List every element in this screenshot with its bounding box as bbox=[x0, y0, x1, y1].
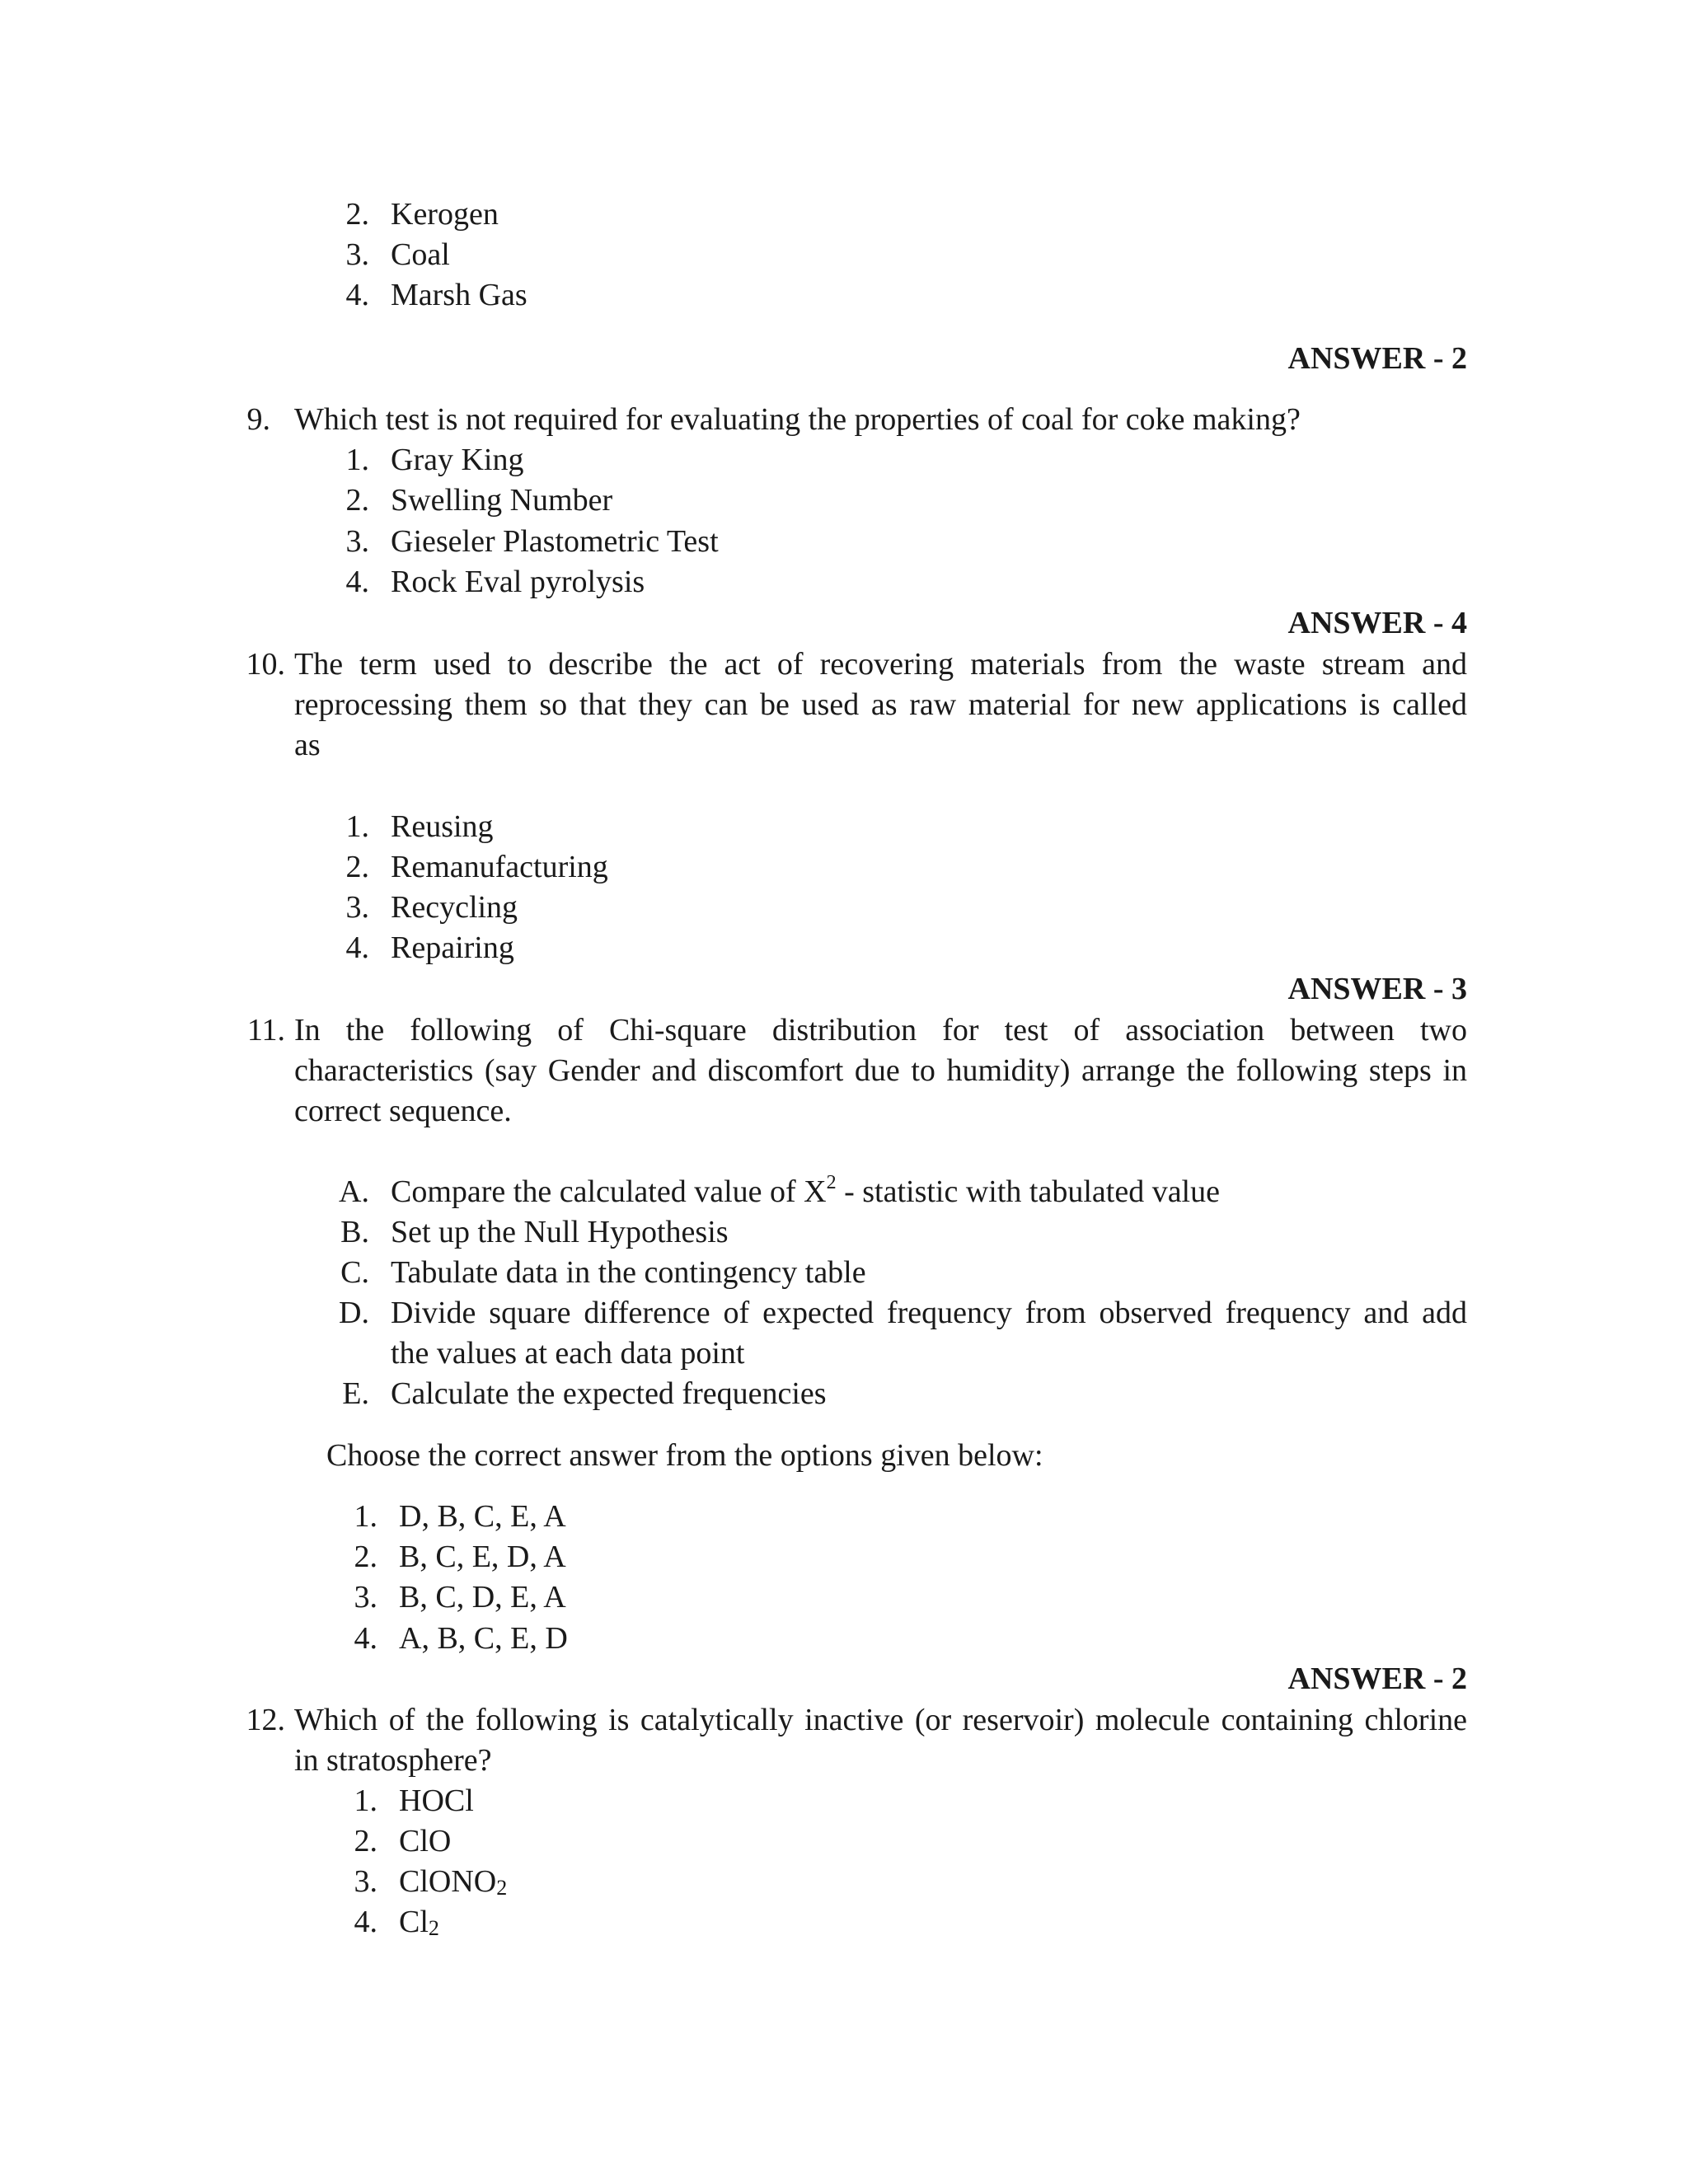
option-text: Kerogen bbox=[391, 197, 499, 232]
option-text: Repairing bbox=[391, 930, 514, 965]
option-text: Rock Eval pyrolysis bbox=[391, 565, 645, 599]
option-number: 3. bbox=[354, 1864, 377, 1899]
option-number: 3. bbox=[345, 237, 369, 272]
option-number: 1. bbox=[345, 809, 369, 844]
option-text: B, C, D, E, A bbox=[399, 1580, 566, 1615]
question-text-line: characteristics (say Gender and discomfort due to humidity) arrange the following steps in bbox=[294, 1053, 1467, 1088]
step-text: Tabulate data in the contingency table bbox=[391, 1255, 866, 1290]
question-text-line: correct sequence. bbox=[294, 1094, 512, 1128]
option-text: Remanufacturing bbox=[391, 850, 608, 884]
step-label: C. bbox=[340, 1255, 369, 1290]
option-text: Swelling Number bbox=[391, 483, 613, 518]
option-number: 4. bbox=[345, 565, 369, 599]
question-number: 10. bbox=[246, 647, 285, 682]
question-text-line: In the following of Chi-square distribution for test of association between two bbox=[294, 1013, 1467, 1047]
option-number: 3. bbox=[354, 1580, 377, 1615]
step-text: Calculate the expected frequencies bbox=[391, 1376, 827, 1411]
option-text: B, C, E, D, A bbox=[399, 1540, 566, 1574]
answer-label: ANSWER - 3 bbox=[1287, 972, 1467, 1006]
option-text: A, B, C, E, D bbox=[399, 1621, 568, 1656]
option-number: 4. bbox=[354, 1621, 377, 1656]
option-text: Recycling bbox=[391, 890, 518, 925]
step-label: A. bbox=[339, 1174, 369, 1209]
choose-instruction: Choose the correct answer from the options given below: bbox=[326, 1438, 1043, 1473]
step-text: Divide square difference of expected frequency from observed frequency and add bbox=[391, 1296, 1467, 1330]
answer-label: ANSWER - 2 bbox=[1287, 341, 1467, 376]
option-number: 2. bbox=[345, 197, 369, 232]
step-text-continued: the values at each data point bbox=[391, 1336, 745, 1371]
question-number: 11. bbox=[246, 1013, 285, 1047]
option-number: 3. bbox=[345, 524, 369, 559]
option-text: $Cl_2$ bbox=[399, 1905, 439, 1940]
question-number: 9. bbox=[246, 402, 270, 437]
option-text: D, B, C, E, A bbox=[399, 1499, 566, 1534]
option-number: 1. bbox=[354, 1499, 377, 1534]
step-text: Set up the Null Hypothesis bbox=[391, 1215, 729, 1249]
option-text: ClO bbox=[399, 1824, 452, 1858]
step-text: Compare the calculated value of $X^2$ - statistic with tabulated value bbox=[391, 1172, 1220, 1209]
question-text-line: Which of the following is catalytically inactive (or reservoir) molecule containing chlorine bbox=[294, 1703, 1467, 1737]
option-text: Reusing bbox=[391, 809, 494, 844]
option-text: Gieseler Plastometric Test bbox=[391, 524, 719, 559]
question-text-line: The term used to describe the act of recovering materials from the waste stream and bbox=[294, 647, 1467, 682]
step-label: D. bbox=[339, 1296, 369, 1330]
option-number: 2. bbox=[354, 1540, 377, 1574]
option-number: 2. bbox=[345, 850, 369, 884]
option-number: 4. bbox=[345, 278, 369, 312]
option-number: 1. bbox=[345, 443, 369, 477]
option-number: 1. bbox=[354, 1783, 377, 1818]
question-text-line: as bbox=[294, 728, 321, 762]
option-text: Coal bbox=[391, 237, 450, 272]
question-text: Which test is not required for evaluating the properties of coal for coke making? bbox=[294, 402, 1301, 437]
step-label: E. bbox=[342, 1376, 369, 1411]
question-text-line: in stratosphere? bbox=[294, 1743, 492, 1778]
option-number: 2. bbox=[354, 1824, 377, 1858]
option-number: 3. bbox=[345, 890, 369, 925]
option-number: 4. bbox=[345, 930, 369, 965]
option-text: ClONO$_2$ bbox=[399, 1864, 508, 1900]
option-number: 4. bbox=[354, 1905, 377, 1939]
option-text: Gray King bbox=[391, 443, 524, 477]
answer-label: ANSWER - 2 bbox=[1287, 1661, 1467, 1696]
question-number: 12. bbox=[246, 1703, 285, 1737]
answer-label: ANSWER - 4 bbox=[1287, 606, 1467, 640]
option-number: 2. bbox=[345, 483, 369, 518]
option-text: Marsh Gas bbox=[391, 278, 528, 312]
step-label: B. bbox=[340, 1215, 369, 1249]
question-text-line: reprocessing them so that they can be used as raw material for new applications is called bbox=[294, 687, 1467, 722]
option-text: HOCl bbox=[399, 1783, 474, 1818]
